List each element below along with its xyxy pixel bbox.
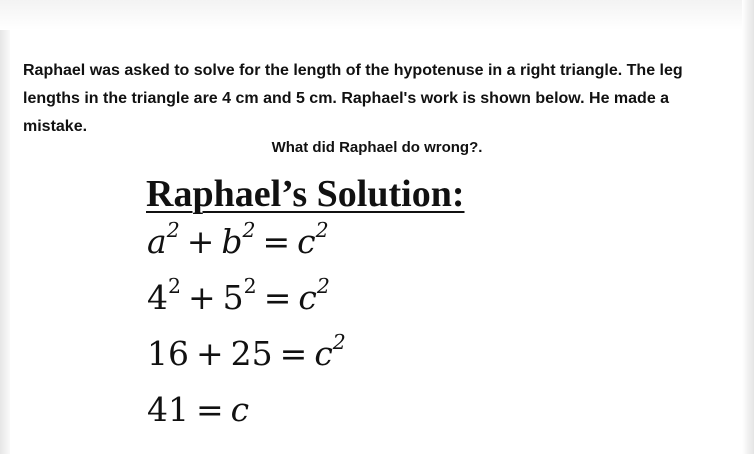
solution-title: Raphael’s Solution: [146, 173, 465, 215]
eq2-equals: = [263, 278, 292, 317]
problem-statement: Raphael was asked to solve for the length of the hypotenuse in a right triangle. The leg lengths in the triangle are 4 cm and 5 cm. Raphael's work is shown below. He made a mistake. [23, 62, 683, 135]
eq1-term-b: $b^2$ [221, 218, 256, 261]
equation-line-4 [147, 390, 249, 429]
eq2-term-c: $c^2$ [298, 274, 330, 317]
equation-line-3 [147, 330, 346, 373]
equation-line-2 [147, 274, 330, 317]
eq2-term-4: $4^2$ [147, 274, 182, 317]
left-page-edge [0, 0, 10, 454]
eq3-term-c: $c^2$ [314, 330, 346, 373]
eq3-term-25: 25 [230, 334, 273, 373]
equation-line-1 [147, 218, 329, 261]
eq3-plus: + [196, 334, 224, 373]
eq1-equals: = [262, 222, 291, 261]
eq1-term-c: $c^2$ [297, 218, 329, 261]
eq1-term-a: $a^2$ [147, 218, 180, 261]
eq3-equals: = [279, 334, 308, 373]
eq4-term-c: c [230, 390, 250, 429]
eq1-plus: + [186, 222, 215, 261]
right-page-edge [742, 0, 754, 454]
eq3-term-16: 16 [147, 334, 189, 373]
eq4-equals: = [196, 390, 224, 429]
eq2-term-5: $5^2$ [222, 274, 257, 317]
top-shadow [0, 0, 754, 30]
question-prompt: What did Raphael do wrong?. [271, 139, 483, 156]
eq2-plus: + [188, 278, 216, 317]
eq4-term-41: 41 [147, 390, 189, 429]
